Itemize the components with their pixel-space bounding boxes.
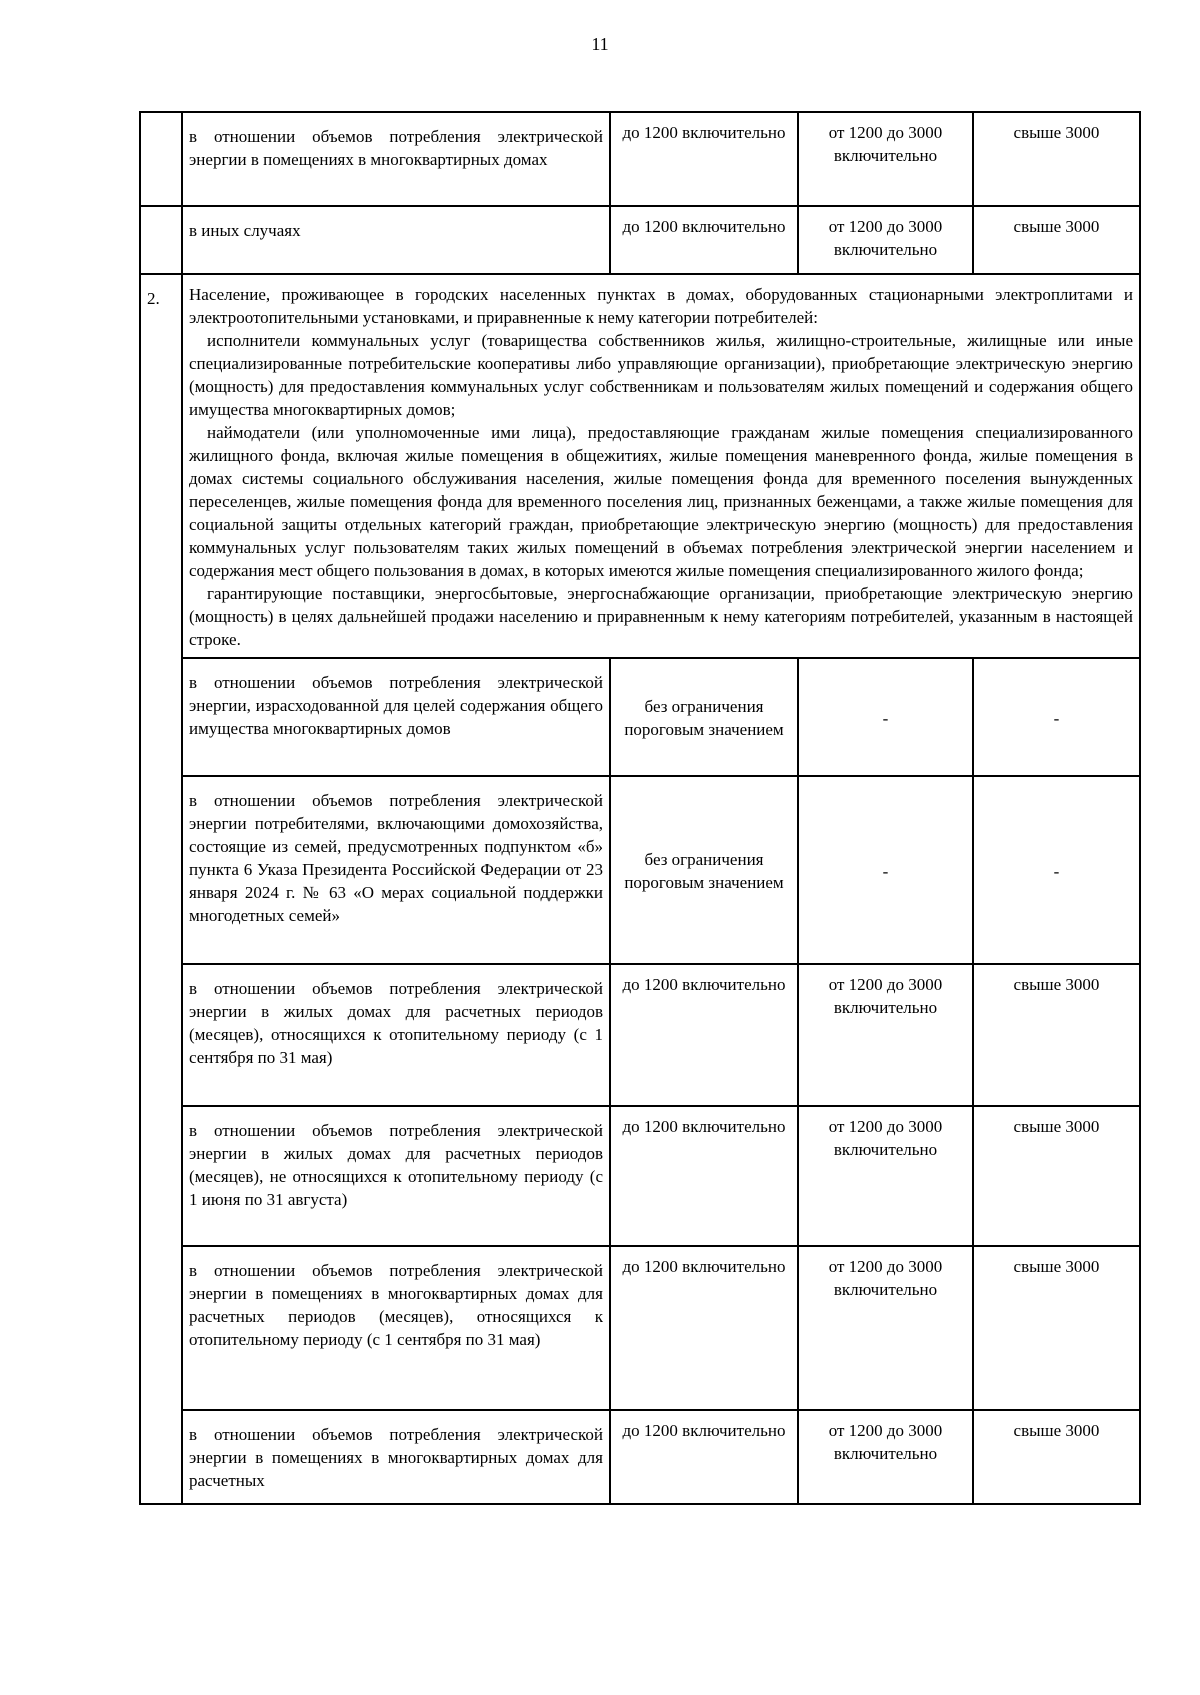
low-threshold-cell: до 1200 включительно (610, 206, 798, 274)
mid-threshold-cell: от 1200 до 3000 включительно (798, 206, 973, 274)
low-threshold-cell: до 1200 включительно (610, 112, 798, 206)
high-threshold-cell: свыше 3000 (973, 1410, 1140, 1504)
table-row (140, 206, 1140, 274)
low-threshold-cell: до 1200 включительно (610, 1246, 798, 1410)
low-threshold-cell: без ограничения пороговым значением (610, 658, 798, 776)
low-threshold-cell: до 1200 включительно (610, 964, 798, 1106)
table-row (140, 1246, 1140, 1410)
low-threshold-cell: без ограничения пороговым значением (610, 776, 798, 964)
group-paragraph: наймодатели (или уполномоченные ими лица), предоставляющие гражданам жилые помещения специализированного жилищного фонда, включая жилые помещения в общежитиях, жилые помещения маневренного фонда, жилые помещения в домах системы социального обслуживания населения, жилые помещения фонда для временного поселения вынужденных переселенцев, жилые помещения фонда для временного поселения лиц, признанных беженцами, а также жилые помещения для социальной защиты отдельных категорий граждан, приобретающие электрическую энергию (мощность) для предоставления коммунальных услуг пользователям таких жилых помещений в объемах потребления электрической энергии населением и содержания мест общего пользования в домах, в которых имеются жилые помещения специализированного жилого фонда; (189, 423, 1133, 580)
number-cell (140, 206, 182, 274)
group-description (182, 274, 1140, 658)
table-row (140, 964, 1140, 1106)
page-number: 11 (591, 34, 609, 54)
group-paragraph: исполнители коммунальных услуг (товарищества собственников жилья, жилищно-строительные, жилищные или иные специализированные потребительские кооперативы либо управляющие организации), приобретающие электрическую энергию (мощность) для предоставления коммунальных услуг собственникам и пользователям жилых помещений и содержания общего имущества многоквартирных домов; (189, 331, 1133, 419)
high-threshold-cell: - (973, 658, 1140, 776)
mid-threshold-cell: от 1200 до 3000 включительно (798, 1410, 973, 1504)
number-cell (140, 112, 182, 206)
group-paragraph: Население, проживающее в городских населенных пунктах в домах, оборудованных стационарными электроплитами и электроотопительными установками, и приравненные к нему категории потребителей: (189, 285, 1133, 327)
low-threshold-cell: до 1200 включительно (610, 1106, 798, 1246)
high-threshold-cell: свыше 3000 (973, 206, 1140, 274)
mid-threshold-cell: от 1200 до 3000 включительно (798, 1246, 973, 1410)
table-row (140, 112, 1140, 206)
row-number: 2. (140, 274, 182, 1504)
high-threshold-cell: - (973, 776, 1140, 964)
table-row (140, 776, 1140, 964)
high-threshold-cell: свыше 3000 (973, 1246, 1140, 1410)
group-header-row (140, 274, 1140, 658)
high-threshold-cell: свыше 3000 (973, 964, 1140, 1106)
high-threshold-cell: свыше 3000 (973, 1106, 1140, 1246)
tariff-table (139, 111, 1141, 1505)
table-row (140, 1410, 1140, 1504)
high-threshold-cell: свыше 3000 (973, 112, 1140, 206)
condition-cell: в отношении объемов потребления электрической энергии в жилых домах для расчетных периодов (месяцев), относящихся к отопительному периоду (с 1 сентября по 31 мая) (182, 964, 610, 1106)
low-threshold-cell: до 1200 включительно (610, 1410, 798, 1504)
mid-threshold-cell: от 1200 до 3000 включительно (798, 964, 973, 1106)
condition-cell: в отношении объемов потребления электрической энергии в помещениях в многоквартирных домах для расчетных периодов (месяцев), относящихся к отопительному периоду (с 1 сентября по 31 мая) (182, 1246, 610, 1410)
mid-threshold-cell: - (798, 658, 973, 776)
condition-cell: в отношении объемов потребления электрической энергии в помещениях в многоквартирных домах для расчетных (182, 1410, 610, 1504)
condition-cell: в отношении объемов потребления электрической энергии в жилых домах для расчетных периодов (месяцев), не относящихся к отопительному периоду (с 1 июня по 31 августа) (182, 1106, 610, 1246)
table-row (140, 658, 1140, 776)
group-paragraph: гарантирующие поставщики, энергосбытовые, энергоснабжающие организации, приобретающие электрическую энергию (мощность) в целях дальнейшей продажи населению и приравненным к нему категориям потребителей, указанным в настоящей строке. (189, 584, 1133, 649)
table-row (140, 1106, 1140, 1246)
condition-cell: в иных случаях (182, 206, 610, 274)
mid-threshold-cell: от 1200 до 3000 включительно (798, 112, 973, 206)
mid-threshold-cell: от 1200 до 3000 включительно (798, 1106, 973, 1246)
condition-cell: в отношении объемов потребления электрической энергии потребителями, включающими домохозяйства, состоящие из семей, предусмотренных подпунктом «б» пункта 6 Указа Президента Российской Федерации от 23 января 2024 г. № 63 «О мерах социальной поддержки многодетных семей» (182, 776, 610, 964)
condition-cell: в отношении объемов потребления электрической энергии, израсходованной для целей содержания общего имущества многоквартирных домов (182, 658, 610, 776)
condition-cell: в отношении объемов потребления электрической энергии в помещениях в многоквартирных домах (182, 112, 610, 206)
mid-threshold-cell: - (798, 776, 973, 964)
